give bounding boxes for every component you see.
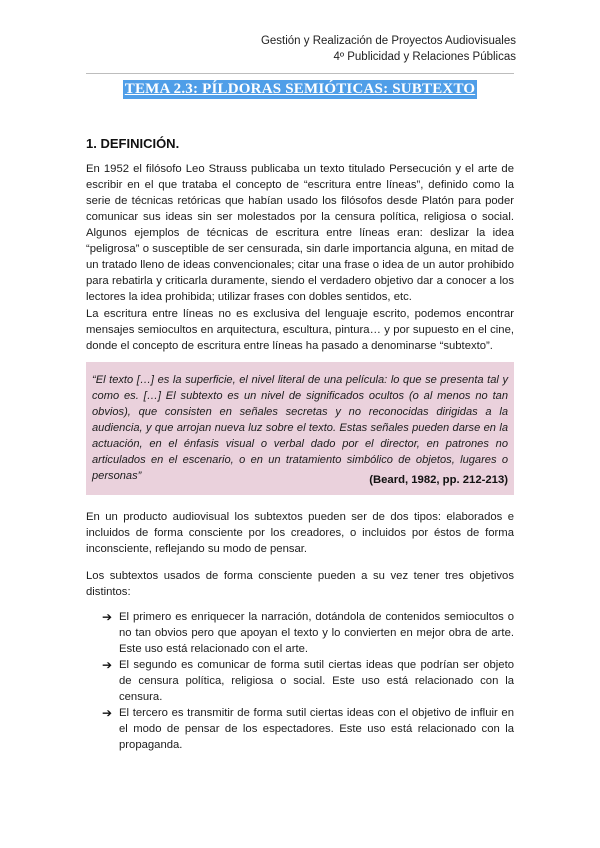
paragraph-strauss: En 1952 el filósofo Leo Strauss publicaba un texto titulado Persecución y el arte de escribir en el que trataba el concepto de “escritura entre líneas”, definido como la serie de técnicas retóricas que habían usado los filósofos desde Platón para poder comunicar sus ideas sin ser molestados por la censura política, religiosa o social. Algunos ejemplos de técnicas de escritura entre líneas eran: deslizar la idea “peligrosa” o susceptible de ser censurada, sin darle importancia alguna, en mitad de un tratado lleno de ideas convencionales; citar una frase o idea de un autor prohibido para rebatirla y criticarla duramente, siendo el verdadero objetivo dar a conocer a los lectores la idea prohibida; utilizar frases con dobles sentidos, etc.: [86, 163, 514, 303]
paragraph-tipos: En un producto audiovisual los subtextos pueden ser de dos tipos: elaborados e incluidos de forma consciente por los creadores, o incluidos por éstos de forma inconsciente, reflejando su modo de pensar.: [86, 511, 514, 555]
list-item: [102, 705, 514, 753]
header-degree: 4º Publicidad y Relaciones Públicas: [333, 51, 516, 63]
list-item-text: El primero es enriquecer la narración, dotándola de contenidos semiocultos o no tan obvios pero que apoyan el texto y lo convierten en mejor obra de arte. Este uso está relacionado con el arte.: [119, 611, 514, 655]
arrow-right-icon: ➔: [102, 610, 113, 624]
header-divider: [86, 73, 514, 74]
list-item: [102, 609, 514, 657]
arrow-right-icon: ➔: [102, 658, 113, 672]
quote-text: “El texto […] es la superficie, el nivel literal de una película: lo que se presenta tal y como es. […] El subtexto es un nivel de significados ocultos (o al menos no tan obvios), que consisten en señales secretas y no reconocidas dirigidas a la audiencia, y que arrojan nueva luz sobre el texto. Estas señales pueden darse en la actuación, en el énfasis visual o verbal dado por el director, en patrones no articulados en el escenario, o en un tratamiento simbólico de objetos, lugares o personas”: [92, 374, 508, 482]
list-item: [102, 657, 514, 705]
objectives-list: [102, 609, 514, 753]
paragraph-objetivos: Los subtextos usados de forma consciente pueden a su vez tener tres objetivos distintos:: [86, 570, 514, 598]
list-item-text: El segundo es comunicar de forma sutil ciertas ideas que podrían ser objeto de censura política, religiosa o social. Este uso está relacionado con la censura.: [119, 659, 514, 703]
quote-citation: (Beard, 1982, pp. 212-213): [369, 474, 508, 486]
header-course: Gestión y Realización de Proyectos Audiovisuales: [260, 35, 516, 47]
section-heading: 1. DEFINICIÓN.: [86, 136, 180, 151]
page-header: [261, 33, 516, 65]
paragraph-escritura: La escritura entre líneas no es exclusiva del lenguaje escrito, podemos encontrar mensajes semiocultos en arquitectura, escultura, pintura… y por supuesto en el cine, donde el concepto de escritura entre líneas ha pasado a denominarse “subtexto”.: [86, 308, 514, 352]
list-item-text: El tercero es transmitir de forma sutil ciertas ideas con el objetivo de influir en el modo de pensar de los espectadores. Este uso está relacionado con la propaganda.: [119, 707, 514, 751]
page-title: TEMA 2.3: PÍLDORAS SEMIÓTICAS: SUBTEXTO: [124, 81, 476, 97]
arrow-right-icon: ➔: [102, 706, 113, 720]
